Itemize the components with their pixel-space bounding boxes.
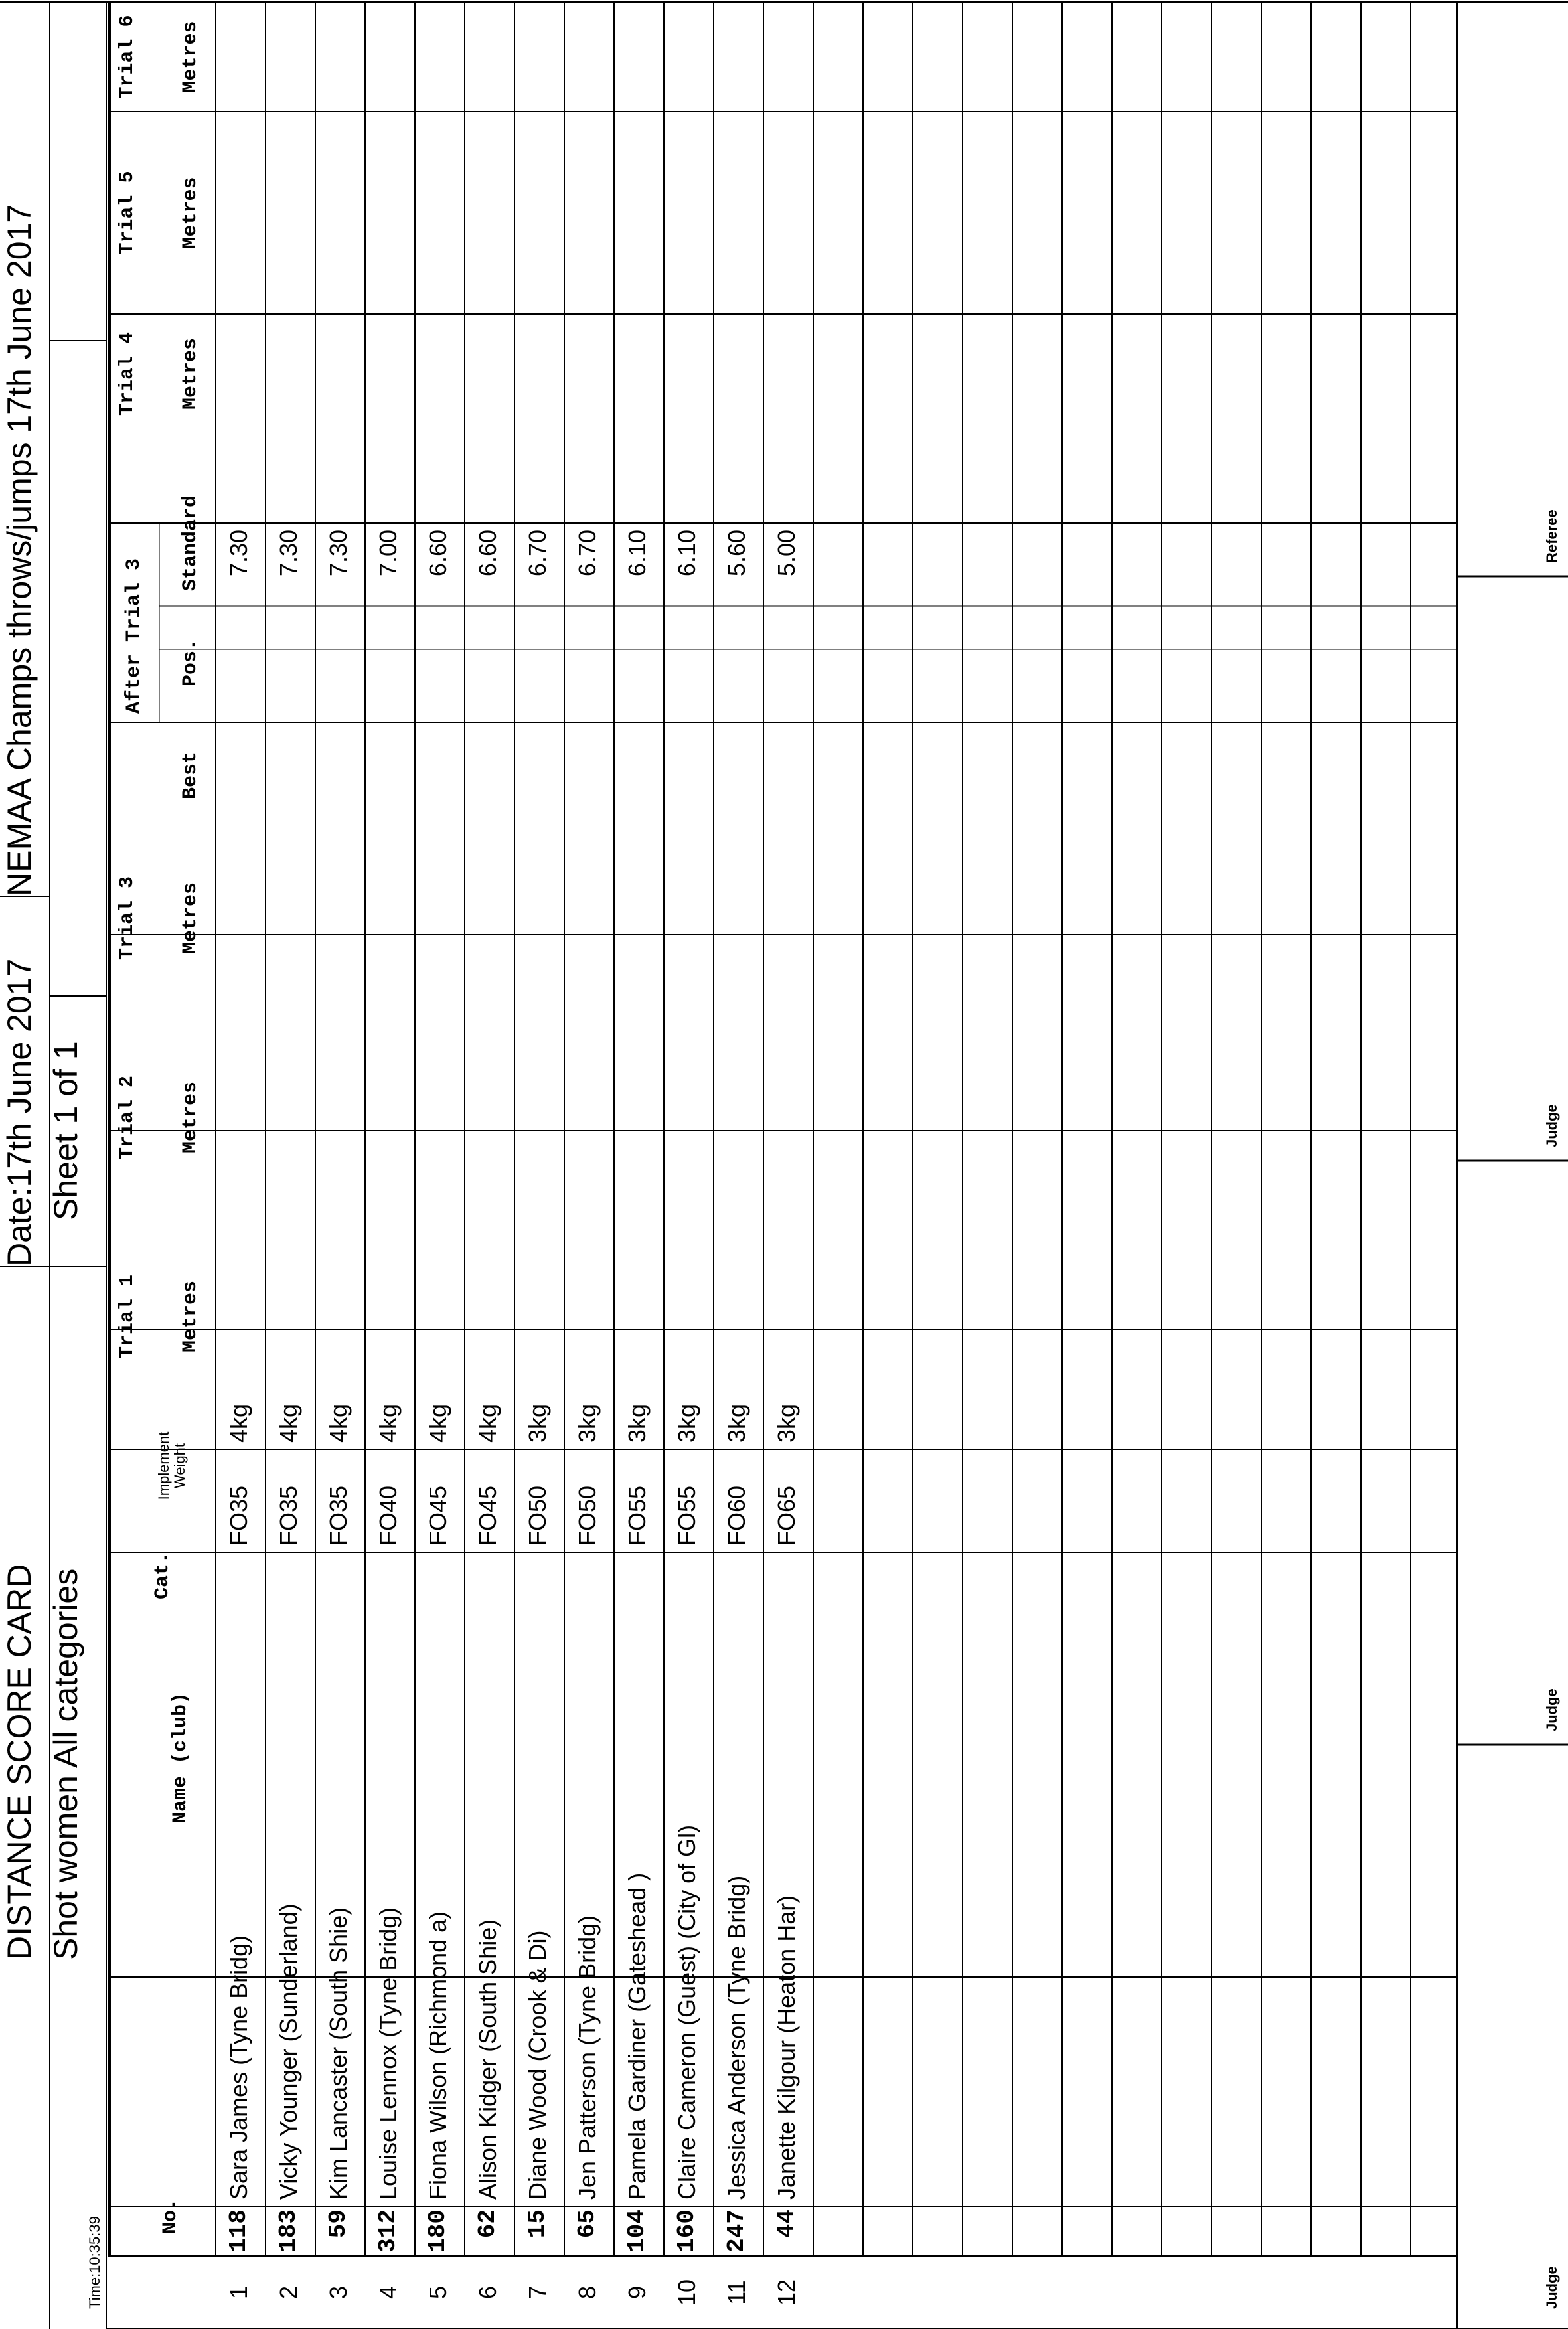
row-line-number: 7 [524,2285,551,2300]
standard-mark: 5.00 [773,530,800,577]
competitor-name: Jen Patterson (Tyne Bridg) [574,1915,601,2200]
competitor-name: Diane Wood (Crook & Di) [524,1930,551,2200]
implement-weight: 4kg [325,1404,352,1443]
header-trial-4: Trial 4 [116,331,139,416]
competitor-number: 160 [673,2209,700,2253]
competitor-category: FO65 [773,1485,800,1546]
competitor-name: Pamela Gardiner (Gateshead ) [623,1872,651,2200]
header-pos: Pos. [179,639,202,687]
standard-mark: 7.30 [275,530,302,577]
print-time: Time:10:35:39 [86,2216,103,2309]
row-line-number: 8 [574,2285,601,2300]
competitor-name: Kim Lancaster (South Shie) [325,1907,352,2200]
row-line-number: 10 [673,2279,700,2306]
competitor-number: 15 [524,2209,551,2239]
competitor-name: Vicky Younger (Sunderland) [275,1903,302,2200]
card-title: DISTANCE SCORE CARD [1,1564,38,1960]
competitor-name: Jessica Anderson (Tyne Bridg) [723,1875,750,2200]
header-after-trial-3: After Trial 3 [123,558,145,714]
implement-weight: 3kg [723,1404,750,1443]
standard-mark: 6.60 [474,530,501,577]
competitor-category: FO45 [424,1485,451,1546]
competitor-name: Janette Kilgour (Heaton Har) [773,1895,800,2200]
standard-mark: 7.00 [374,530,402,577]
header-trial-1-unit: Metres [179,1280,202,1353]
header-trial-3-unit: Metres [179,882,202,955]
implement-weight: 4kg [474,1404,501,1443]
judge-2-label: Judge [1543,1688,1560,1731]
implement-weight: 3kg [773,1404,800,1443]
header-trial-1: Trial 1 [116,1274,139,1359]
competitor-category: FO50 [524,1485,551,1546]
header-trial-3: Trial 3 [116,876,139,961]
header-no: No. [159,2198,182,2235]
competitor-number: 62 [474,2209,501,2239]
implement-weight: 3kg [524,1404,551,1443]
competitor-name: Louise Lennox (Tyne Bridg) [374,1907,402,2200]
judge-1-label: Judge [1543,2266,1560,2309]
row-line-number: 12 [773,2279,800,2306]
competitor-name: Claire Cameron (Guest) (City of Gl) [673,1824,700,2200]
implement-weight: 4kg [275,1404,302,1443]
competitor-category: FO55 [623,1485,651,1546]
row-line-number: 9 [623,2285,651,2300]
competitor-name: Fiona Wilson (Richmond a) [424,1911,451,2200]
competitor-category: FO40 [374,1485,402,1546]
row-line-number: 3 [325,2285,352,2300]
standard-mark: 7.30 [325,530,352,577]
standard-mark: 6.70 [524,530,551,577]
competitor-number: 104 [623,2209,651,2253]
implement-weight: 3kg [574,1404,601,1443]
header-trial-4-unit: Metres [179,337,202,410]
header-trial-5: Trial 5 [116,171,139,255]
competitor-number: 65 [574,2209,601,2239]
row-line-number: 2 [275,2285,302,2300]
judge-3-label: Judge [1543,1104,1560,1147]
competitor-name: Sara James (Tyne Bridg) [225,1935,252,2200]
sheet-number: Sheet 1 of 1 [47,1041,84,1220]
competitor-number: 59 [325,2209,352,2239]
row-line-number: 6 [474,2285,501,2300]
competitor-category: FO60 [723,1485,750,1546]
standard-mark: 6.10 [623,530,651,577]
header-name: Name (club) [169,1692,192,1824]
competitor-number: 247 [723,2209,750,2253]
header-trial-2-unit: Metres [179,1081,202,1154]
competitor-category: FO55 [673,1485,700,1546]
implement-weight: 3kg [673,1404,700,1443]
competitor-category: FO50 [574,1485,601,1546]
standard-mark: 6.10 [673,530,700,577]
header-trial-2: Trial 2 [116,1075,139,1160]
competitor-name: Alison Kidger (South Shie) [474,1919,501,2200]
header-cat: Cat. [151,1552,174,1600]
competitor-number: 180 [424,2209,451,2253]
competitor-number: 118 [225,2209,252,2253]
standard-mark: 7.30 [225,530,252,577]
header-best: Best [179,752,202,800]
competitor-number: 312 [374,2209,402,2253]
header-trial-6-unit: Metres [179,21,202,93]
implement-weight: 3kg [623,1404,651,1443]
standard-mark: 6.70 [574,530,601,577]
header-trial-6: Trial 6 [116,15,139,99]
implement-weight: 4kg [424,1404,451,1443]
competitor-category: FO35 [275,1485,302,1546]
implement-weight: 4kg [225,1404,252,1443]
row-line-number: 1 [225,2285,252,2300]
standard-mark: 6.60 [424,530,451,577]
competitor-number: 44 [773,2209,800,2239]
header-implement-weight: Implement Weight [155,1431,188,1500]
competitor-category: FO45 [474,1485,501,1546]
event-title: NEMAA Champs throws/jumps 17th June 2017 [1,204,38,896]
row-line-number: 5 [424,2285,451,2300]
row-line-number: 11 [723,2280,750,2305]
row-line-number: 4 [374,2285,402,2300]
implement-weight: 4kg [374,1404,402,1443]
competitor-category: FO35 [225,1485,252,1546]
referee-label: Referee [1543,509,1560,563]
competitor-category: FO35 [325,1485,352,1546]
competitor-number: 183 [275,2209,302,2253]
header-standard: Standard [179,495,202,592]
date-field: Date:17th June 2017 [1,958,38,1267]
event-name: Shot women All categories [47,1568,84,1960]
standard-mark: 5.60 [723,530,750,577]
header-trial-5-unit: Metres [179,177,202,249]
